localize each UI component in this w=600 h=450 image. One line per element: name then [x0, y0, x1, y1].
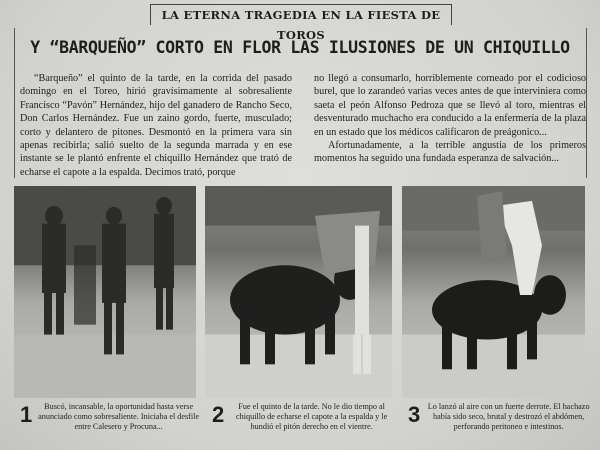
photo-parade [14, 186, 196, 398]
body-column-2 [314, 72, 586, 166]
caption-3 [408, 402, 592, 432]
caption-2 [212, 402, 394, 432]
body-paragraph: no llegó a consumarlo, horriblemente corneado por el codicioso burel, que lo zarandeó varias veces antes de que interviniera como saeta el peón Alfonso Pedroza que se llevó al toro, mientras el desventurado muchacho era conducido a la enfermería de la plaza en un estado que los médicos calificaron de preágonico... [314, 73, 586, 138]
headline: Y “BARQUEÑO” CORTO EN FLOR LAS ILUSIONES DE UN CHIQUILLO [30, 38, 570, 57]
photo-goring [205, 186, 392, 398]
body-paragraph: Afortunadamente, a la terrible angustia de los primeros momentos ha seguido una fundada esperanza de salvación... [314, 140, 586, 165]
caption-number: 2 [212, 402, 225, 427]
body-column-1 [20, 72, 292, 179]
caption-text: Fue el quinto de la tarde. No le dio tiempo al chiquillo de echarse el capote a la espalda y le hundió el pitón derecho en el vientre. [236, 402, 388, 431]
caption-number: 3 [408, 402, 421, 427]
caption-text: Buscó, incansable, la oportunidad hasta verse anunciado como sobresaliente. Iniciaba el desfile entre Calesero y Procuna... [38, 402, 200, 431]
caption-number: 1 [20, 402, 33, 427]
caption-text: Lo lanzó al aire con un fuerte derrote. El hachazo había sido seco, brutal y destrozó el abdómen, perforando peritoneo e intestinos. [427, 402, 590, 431]
photo-tossed [402, 186, 585, 398]
caption-1 [20, 402, 200, 432]
body-paragraph: “Barqueño” el quinto de la tarde, en la corrida del pasado domingo en el Toreo, hirió gravísimamente al sobresaliente Francisco “Pavón” Hernández, hijo del ganadero de Rancho Seco, Don Carlos Hernández. Fue un zaino gordo, fuerte, musculado; corto y delantero de pitones. Desmontó en la primera vara sin apenas recibirla; salió suelto de la segunda marrada y en ese instante se le plantó enfrente el chiquillo Hernández que trató de echarse el capote a la espalda. Decimos trató, porque [20, 73, 292, 178]
kicker: LA ETERNA TRAGEDIA EN LA FIESTA DE TOROS [150, 4, 452, 25]
